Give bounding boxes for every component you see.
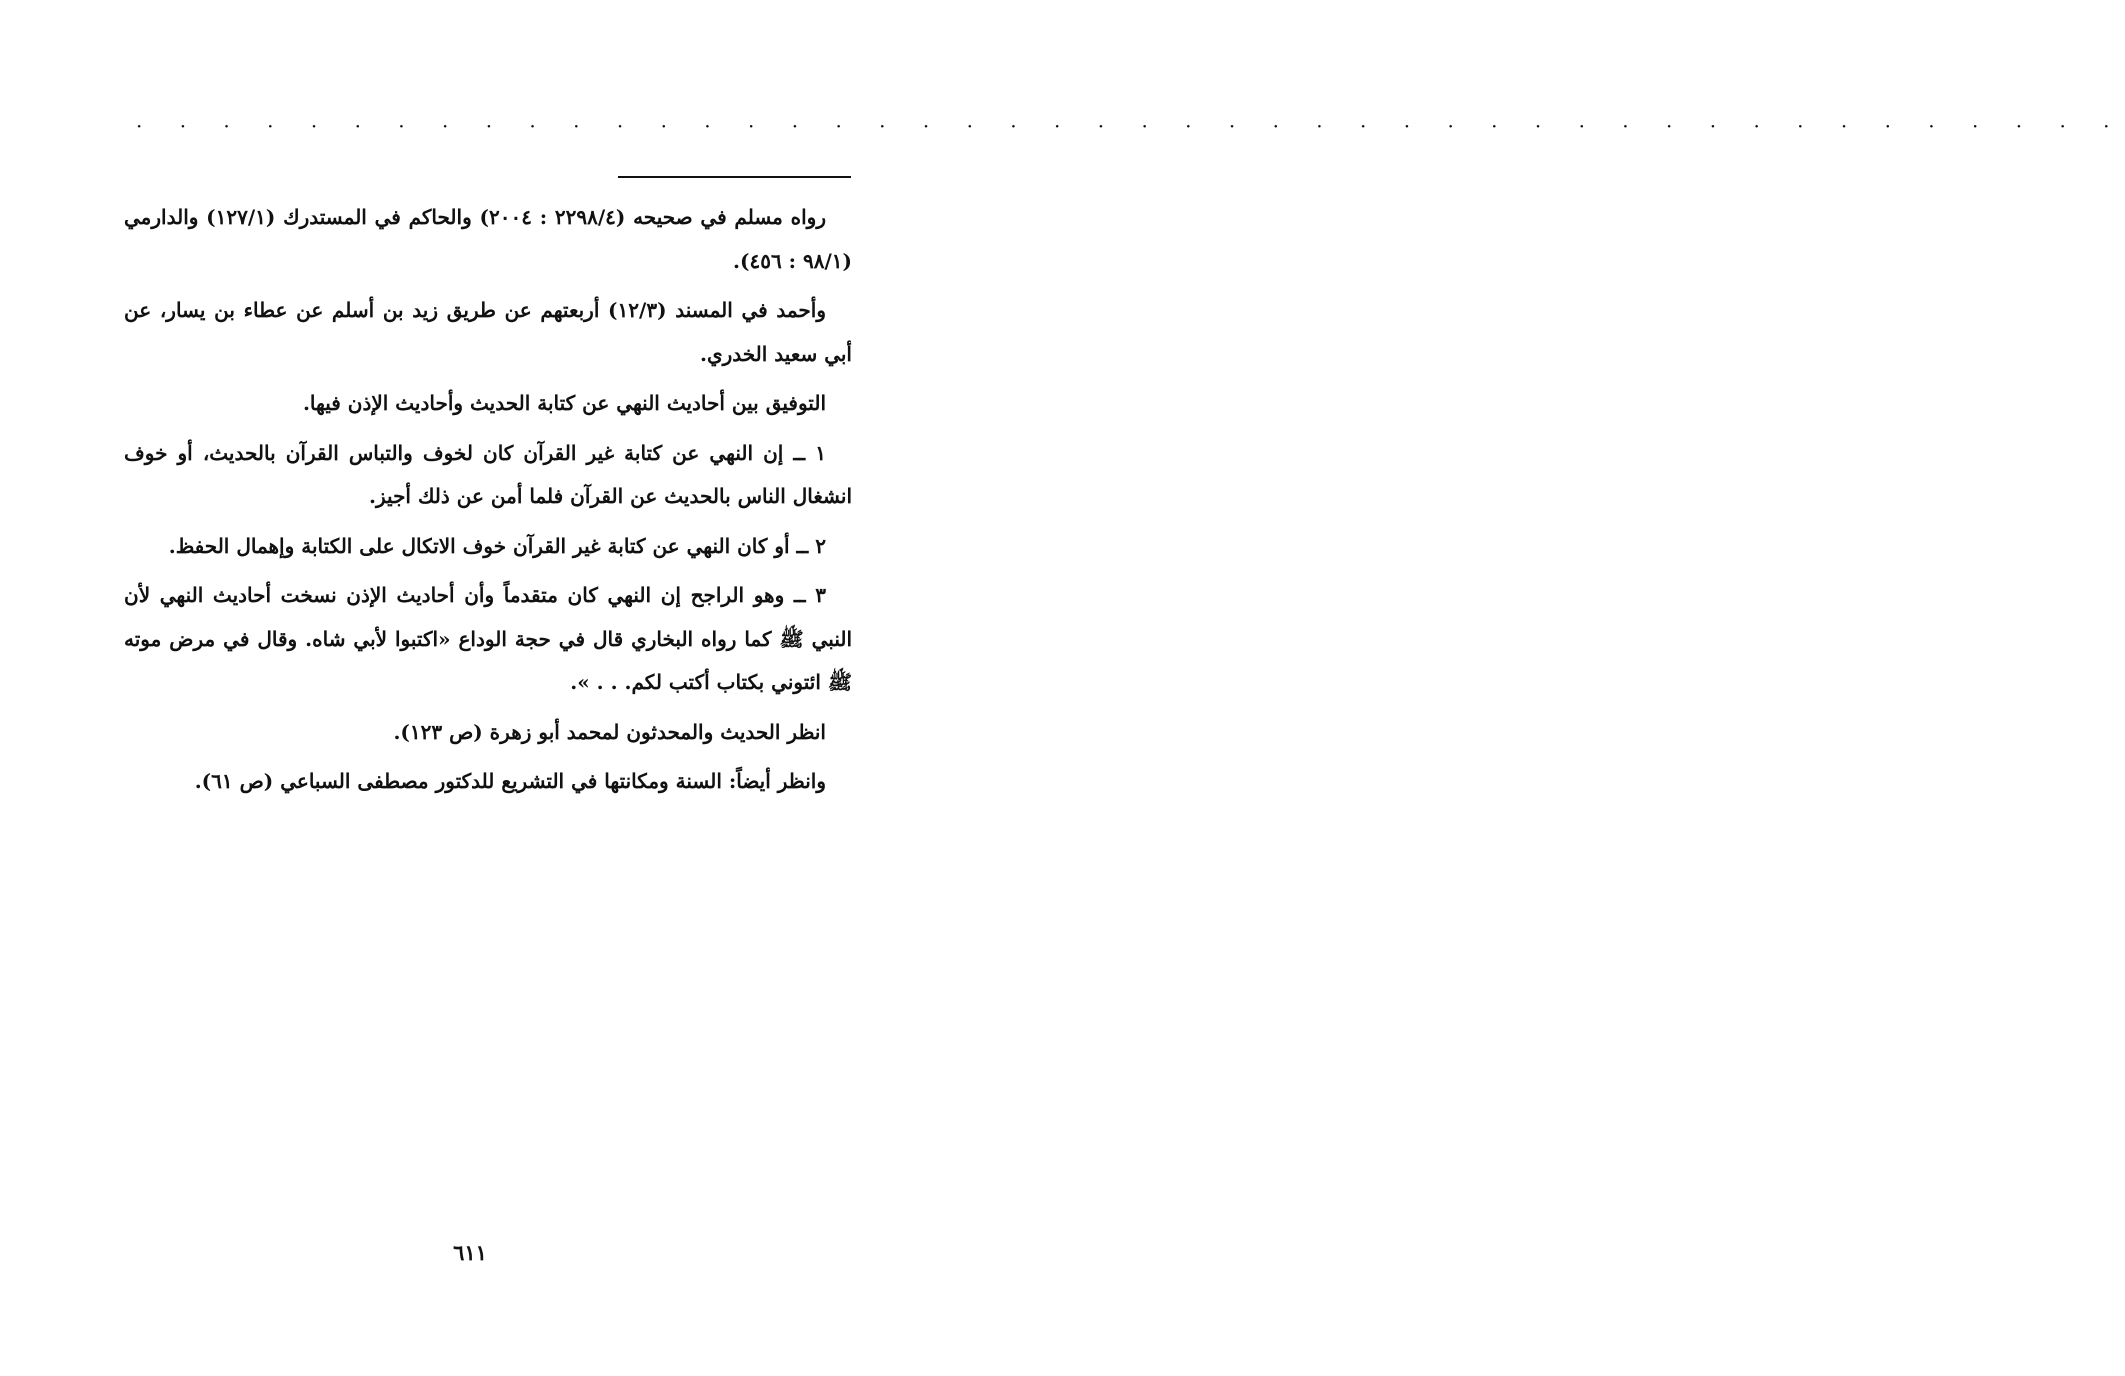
footnote-separator-rule	[618, 176, 851, 178]
footnotes-section	[124, 196, 852, 810]
footnote-paragraph: ٢ ــ أو كان النهي عن كتابة غير القرآن خوف الاتكال على الكتابة وإهمال الحفظ.	[168, 533, 826, 558]
text-continuation-dots: · · · · · · · · · · · · · · · · · · · · · · · · · · · · · · · · · · · · · · · · · · · · · ·	[136, 114, 2125, 138]
footnote-paragraph: رواه مسلم في صحيحه (٢٢٩٨/٤ : ٢٠٠٤) والحاكم في المستدرك (١٢٧/١) والدارمي (٩٨/١ : ٤٥٦).	[124, 205, 852, 273]
page-number: ٦١١	[453, 1240, 487, 1265]
footnote-paragraph: ١ ــ إن النهي عن كتابة غير القرآن كان لخوف والتباس القرآن بالحديث، أو خوف انشغال الناس بالحديث عن القرآن فلما أمن عن ذلك أجيز.	[124, 440, 852, 508]
footnote-paragraph: انظر الحديث والمحدثون لمحمد أبو زهرة (ص ١٢٣).	[393, 719, 826, 744]
footnote-paragraph: التوفيق بين أحاديث النهي عن كتابة الحديث وأحاديث الإذن فيها.	[302, 391, 826, 415]
footnote-paragraph: ٣ ــ وهو الراجح إن النهي كان متقدماً وأن أحاديث الإذن نسخت أحاديث النهي لأن النبي ﷺ كما رواه البخاري قال في حجة الوداع «اكتبوا لأبي شاه. وقال في مرض موته ﷺ ائتوني بكتاب أكتب لكم. . . ».	[124, 583, 852, 694]
footnote-paragraph: وأحمد في المسند (١٢/٣) أربعتهم عن طريق زيد بن أسلم عن عطاء بن يسار، عن أبي سعيد الخدري.	[124, 298, 852, 366]
footnote-paragraph: وانظر أيضاً: السنة ومكانتها في التشريع للدكتور مصطفى السباعي (ص ٦١).	[194, 769, 826, 793]
